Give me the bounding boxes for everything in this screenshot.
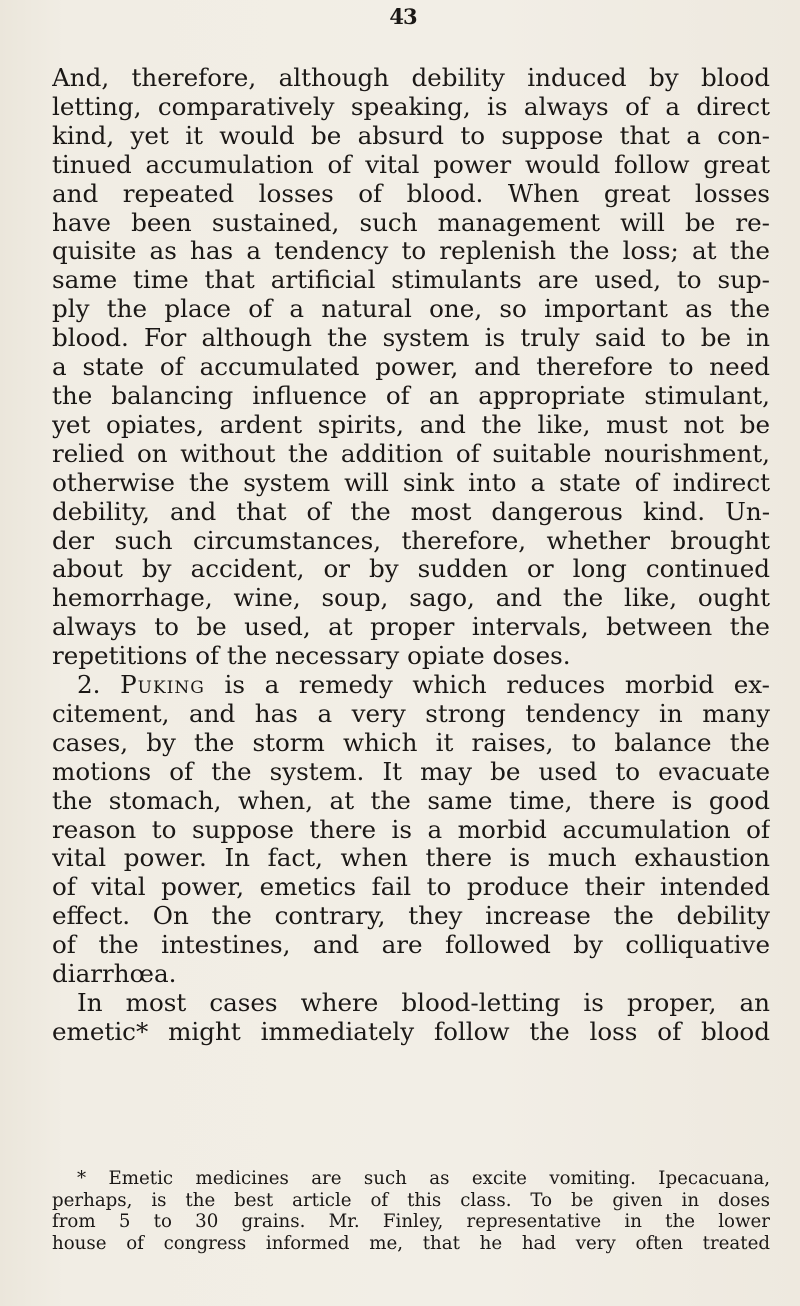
footnote-line: house of congress informed me, that he had very often treated <box>52 1233 770 1255</box>
text-line: yet opiates, ardent spirits, and the like, must not be <box>52 410 770 439</box>
section-first-line <box>52 671 770 700</box>
text-line: letting, comparatively speaking, is always of a direct <box>52 92 770 121</box>
text-line: hemorrhage, wine, soup, sago, and the like, ought <box>52 584 770 613</box>
footnote-line: from 5 to 30 grains. Mr. Finley, representative in the lower <box>52 1211 770 1233</box>
text-line: tinued accumulation of vital power would follow great <box>52 150 770 179</box>
text-line: motions of the system. It may be used to evacuate <box>52 757 770 786</box>
text-line: citement, and has a very strong tendency in many <box>52 699 770 728</box>
text-line: blood. For although the system is truly said to be in <box>52 324 770 353</box>
text-line: of vital power, emetics fail to produce their intended <box>52 873 770 902</box>
section-number: 2. <box>77 671 101 700</box>
section-heading: Puking <box>120 671 205 700</box>
text-line: vital power. In fact, when there is much exhaustion <box>52 844 770 873</box>
text-line: effect. On the contrary, they increase the debility <box>52 902 770 931</box>
text-line: In most cases where blood-letting is proper, an <box>77 989 770 1017</box>
footnote <box>52 1168 770 1255</box>
text-line: about by accident, or by sudden or long continued <box>52 555 770 584</box>
text-line: and repeated losses of blood. When great losses <box>52 179 770 208</box>
text-line: have been sustained, such management will be re- <box>52 208 770 237</box>
text-line: diarrhœa. <box>52 960 177 989</box>
text-line: always to be used, at proper intervals, between the <box>52 613 770 642</box>
footnote-line: perhaps, is the best article of this class. To be given in doses <box>52 1189 770 1211</box>
text-line: repetitions of the necessary opiate doses. <box>52 642 571 671</box>
text-line: the stomach, when, at the same time, there is good <box>52 786 770 815</box>
text-line: otherwise the system will sink into a state of indirect <box>52 468 770 497</box>
text-line: same time that artificial stimulants are used, to sup- <box>52 266 770 295</box>
text-line: cases, by the storm which it raises, to balance the <box>52 728 770 757</box>
text-line: quisite as has a tendency to replenish the loss; at the <box>52 237 770 266</box>
page-number: 43 <box>389 4 417 29</box>
text-line: a state of accumulated power, and therefore to need <box>52 353 770 382</box>
text-line: reason to suppose there is a morbid accumulation of <box>52 815 770 844</box>
text-line: debility, and that of the most dangerous kind. Un- <box>52 497 770 526</box>
text-line: of the intestines, and are followed by colliquative <box>52 931 770 960</box>
text-line: the balancing influence of an appropriate stimulant, <box>52 381 770 410</box>
text-line: relied on without the addition of suitable nourishment, <box>52 439 770 468</box>
section-first-text: is a remedy which reduces morbid ex- <box>224 671 770 700</box>
body-text <box>52 64 770 1047</box>
text-line: And, therefore, although debility induced by blood <box>52 64 770 92</box>
text-line: emetic* might immediately follow the loss of blood <box>52 1017 770 1046</box>
text-line: ply the place of a natural one, so important as the <box>52 295 770 324</box>
text-line: der such circumstances, therefore, whether brought <box>52 526 770 555</box>
footnote-line: * Emetic medicines are such as excite vomiting. Ipecacuana, <box>77 1168 770 1189</box>
text-line: kind, yet it would be absurd to suppose that a con- <box>52 121 770 150</box>
